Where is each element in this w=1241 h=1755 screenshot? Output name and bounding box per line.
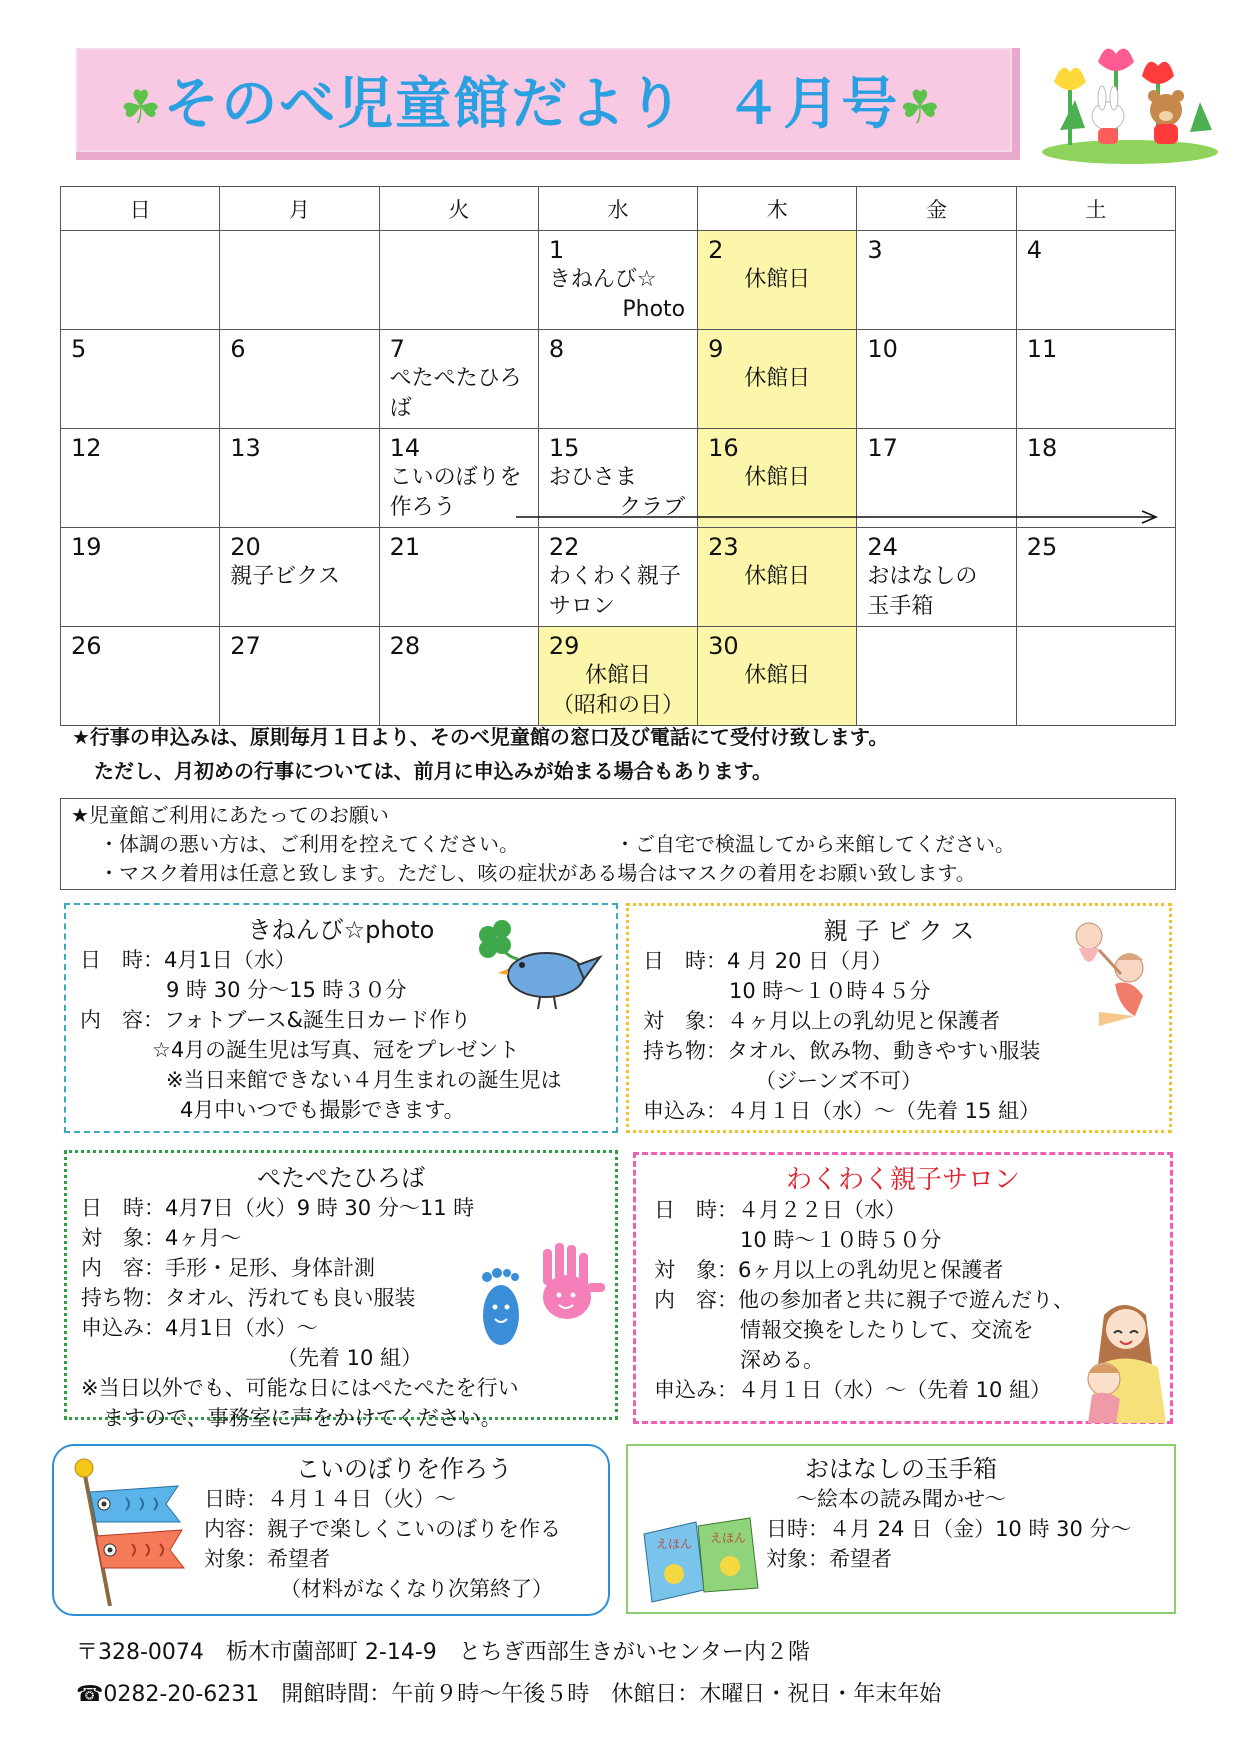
- calendar-day-cell: [61, 429, 220, 528]
- calendar-day-cell: [61, 627, 220, 726]
- calendar-day-cell-closed: [698, 627, 857, 726]
- box-title: きねんび☆photo: [247, 916, 435, 944]
- event-label: きねんび☆: [548, 267, 657, 292]
- calendar-day-cell: [220, 627, 379, 726]
- day-number: 11: [1026, 335, 1058, 363]
- calendar-day-cell: [379, 330, 538, 429]
- info-line: 申込み：４月１日（水）～（先着 10 組）: [654, 1378, 1052, 1402]
- calendar-day-cell: [379, 429, 538, 528]
- phone-number: ☎0282-20-6231: [76, 1682, 260, 1707]
- info-line: 対 象：４ヶ月以上の乳幼児と保護者: [643, 1009, 1000, 1033]
- koinobori-box: [52, 1444, 610, 1616]
- calendar-day-cell-closed: [538, 627, 697, 726]
- calendar-day-cell-closed: [698, 231, 857, 330]
- box-title: おはなしの玉手箱: [805, 1455, 997, 1483]
- event-label: 親子ビクス: [230, 564, 341, 589]
- parent-baby-exercise-illustration: [1059, 916, 1169, 1036]
- book-cover-label: えほん: [656, 1537, 693, 1551]
- event-label: こいのぼりを: [389, 465, 522, 490]
- calendar-day-cell-closed: [698, 528, 857, 627]
- info-line: 対 象：4ヶ月～: [81, 1226, 242, 1250]
- handprint-footprint-illustration: [467, 1241, 607, 1361]
- calendar-day-cell: [538, 231, 697, 330]
- opening-hours: 開館時間：午前９時～午後５時: [281, 1682, 590, 1707]
- notice-item: ・マスク着用は任意と致します。ただし、咳の症状がある場合はマスクの着用をお願い致します。: [99, 861, 976, 885]
- facility-name: とちぎ西部生きがいセンター内２階: [458, 1640, 810, 1665]
- info-line: ※当日来館できない４月生まれの誕生児は: [166, 1068, 562, 1092]
- koinobori-illustration: [66, 1456, 196, 1606]
- info-line: ※当日以外でも、可能な日にはぺたぺたを行い: [81, 1376, 519, 1400]
- day-number: 10: [867, 335, 898, 363]
- info-line: 内容：親子で楽しくこいのぼりを作る: [204, 1517, 561, 1541]
- day-number: 13: [230, 434, 261, 462]
- info-line: 情報交換をしたりして、交流を: [740, 1318, 1034, 1342]
- closed-label: 休館日: [744, 465, 811, 490]
- weekday-label: 木: [698, 187, 857, 231]
- info-line: 内 容：他の参加者と共に親子で遊んだり、: [654, 1288, 1074, 1312]
- info-line: 10 時～１０時５０分: [740, 1228, 942, 1252]
- day-number: 17: [867, 434, 898, 462]
- box-title: 親 子 ビ ク ス: [823, 917, 975, 945]
- info-line: 9 時 30 分～15 時３０分: [166, 978, 407, 1002]
- weekday-label: 水: [538, 187, 697, 231]
- koinobori-info: [204, 1454, 604, 1604]
- clover-icon: ☘: [120, 80, 164, 134]
- info-line: 申込み：4月1日（水）～: [81, 1316, 318, 1340]
- calendar-week: [61, 231, 1176, 330]
- day-number: 8: [548, 335, 565, 363]
- contact-line: [76, 1674, 963, 1716]
- footer: [76, 1632, 963, 1716]
- event-label: おはなしの: [867, 564, 978, 589]
- closed-label: 休館日: [744, 663, 811, 688]
- calendar-day-cell: [1016, 528, 1175, 627]
- info-line: ますので、事務室に声をかけてください。: [103, 1406, 502, 1430]
- day-number: 6: [230, 335, 246, 363]
- clover-icon: ☘: [899, 80, 943, 134]
- info-line: 持ち物：タオル、飲み物、動きやすい服装: [643, 1039, 1041, 1063]
- box-title: わくわく親子サロン: [785, 1165, 1020, 1195]
- event-label: おひさま: [548, 465, 637, 490]
- day-number: 30: [708, 632, 739, 660]
- info-line: 日 時：4月1日（水）: [80, 948, 296, 972]
- weekday-label: 月: [220, 187, 379, 231]
- info-line: 対象：希望者: [766, 1547, 892, 1571]
- closed-label: 休館日: [584, 663, 651, 688]
- info-line: 対 象：6ヶ月以上の乳幼児と保護者: [654, 1258, 1004, 1282]
- box-title: こいのぼりを作ろう: [296, 1455, 512, 1483]
- info-line: 対象：希望者: [204, 1547, 330, 1571]
- calendar-day-cell: [379, 231, 538, 330]
- notice-title: ★児童館ご利用にあたってのお願い: [71, 803, 389, 827]
- title-text: そのべ児童館だより: [163, 72, 686, 137]
- day-number: 1: [548, 236, 565, 264]
- wakuwaku-salon-box: [633, 1152, 1173, 1424]
- notice-row: [71, 830, 1165, 859]
- day-number: 7: [389, 335, 405, 363]
- info-line: 日 時：４月２２日（水）: [654, 1198, 906, 1222]
- info-line: 日 時：4月7日（火）9 時 30 分～11 時: [81, 1196, 475, 1220]
- calendar-day-cell: [857, 330, 1016, 429]
- application-note: [72, 720, 888, 788]
- closed-label: 休館日: [744, 564, 811, 589]
- calendar-day-cell: [538, 330, 697, 429]
- info-line: 深める。: [740, 1348, 824, 1372]
- calendar-day-cell-closed: [698, 330, 857, 429]
- info-line: （先着 10 組）: [277, 1346, 423, 1370]
- calendar-day-cell: [220, 528, 379, 627]
- calendar-day-cell: [220, 429, 379, 528]
- event-label: クラブ: [619, 495, 686, 520]
- closed-days: 休館日：木曜日・祝日・年末年始: [611, 1682, 942, 1707]
- info-line: ～絵本の読み聞かせ～: [796, 1487, 1006, 1511]
- calendar-day-cell: [379, 627, 538, 726]
- kinenbi-photo-box: [64, 903, 618, 1133]
- day-number: 20: [230, 533, 261, 561]
- day-number: 2: [708, 236, 724, 264]
- info-line: 日時：４月 24 日（金）10 時 30 分～: [766, 1517, 1132, 1541]
- calendar-day-cell: [1016, 231, 1175, 330]
- event-label: 玉手箱: [867, 594, 934, 619]
- notice-item: ・ご自宅で検温してから来館してください。: [615, 832, 1015, 856]
- event-label: サロン: [548, 594, 615, 619]
- day-number: 14: [389, 434, 421, 462]
- calendar-day-cell: [857, 627, 1016, 726]
- calendar-day-cell: [61, 528, 220, 627]
- closed-label: 休館日: [744, 267, 811, 292]
- day-number: 24: [867, 533, 898, 561]
- info-line: 10 時～１０時４５分: [729, 979, 931, 1003]
- day-number: 27: [230, 632, 261, 660]
- note-line: ★行事の申込みは、原則毎月１日より、そのべ児童館の窓口及び電話にて受付け致します。: [72, 725, 889, 749]
- event-label: Photo: [622, 297, 686, 322]
- info-line: ☆4月の誕生児は写真、冠をプレゼント: [152, 1038, 520, 1062]
- book-cover-label: えほん: [710, 1531, 747, 1545]
- weekday-label: 日: [61, 187, 220, 231]
- calendar-day-cell: [1016, 627, 1175, 726]
- weekday-label: 土: [1016, 187, 1175, 231]
- day-number: 16: [708, 434, 739, 462]
- calendar-day-cell: [61, 231, 220, 330]
- oyako-bikusu-box: [626, 903, 1172, 1133]
- day-number: 22: [548, 533, 580, 561]
- event-label: 作ろう: [389, 495, 456, 520]
- info-line: 内 容：手形・足形、身体計測: [81, 1256, 375, 1280]
- day-number: 29: [548, 632, 580, 660]
- event-label: ぺたぺたひろば: [389, 366, 522, 421]
- holiday-label: （昭和の日）: [551, 693, 684, 718]
- day-number: 5: [71, 335, 87, 363]
- day-number: 18: [1026, 434, 1058, 462]
- day-number: 28: [389, 632, 421, 660]
- calendar-day-cell: [857, 231, 1016, 330]
- day-number: 3: [867, 236, 883, 264]
- bird-clover-illustration: [466, 917, 606, 1017]
- info-line: 申込み：４月１日（水）～（先着 15 組）: [643, 1099, 1041, 1123]
- info-line: 4月中いつでも撮影できます。: [180, 1098, 465, 1122]
- address-line: [76, 1632, 963, 1674]
- title-banner: [76, 48, 1020, 160]
- info-line: （ジーンズ不可）: [755, 1069, 922, 1093]
- weekday-label: 火: [379, 187, 538, 231]
- calendar-week: [61, 330, 1176, 429]
- box-title: ぺたぺたひろば: [257, 1164, 425, 1192]
- info-line: （材料がなくなり次第終了）: [280, 1577, 553, 1601]
- usage-notice-box: [60, 798, 1176, 890]
- calendar-day-cell: [61, 330, 220, 429]
- info-line: 持ち物：タオル、汚れても良い服装: [81, 1286, 416, 1310]
- day-number: 9: [708, 335, 724, 363]
- info-line: 日 時：4 月 20 日（月）: [643, 949, 893, 973]
- calendar-day-cell: [379, 528, 538, 627]
- calendar-week: [61, 627, 1176, 726]
- day-number: 23: [708, 533, 739, 561]
- notice-item: ・体調の悪い方は、ご利用を控えてください。: [99, 832, 519, 856]
- day-number: 12: [71, 434, 102, 462]
- calendar-day-cell: [1016, 330, 1175, 429]
- info-line: 日時：４月１４日（火）～: [204, 1487, 456, 1511]
- picture-books-illustration: [638, 1512, 766, 1608]
- petapeta-hiroba-box: [64, 1150, 618, 1430]
- ohanashi-tamatebako-box: [626, 1444, 1176, 1614]
- day-number: 21: [389, 533, 421, 561]
- closed-label: 休館日: [744, 366, 811, 391]
- day-number: 19: [71, 533, 102, 561]
- day-number: 15: [548, 434, 580, 462]
- newsletter-title: [120, 60, 943, 140]
- calendar-day-cell: [857, 528, 1016, 627]
- day-number: 25: [1026, 533, 1058, 561]
- info-line: 内 容：フォトブース&誕生日カード作り: [80, 1008, 472, 1032]
- day-number: 26: [71, 632, 102, 660]
- calendar-day-cell: [220, 330, 379, 429]
- tulip-animals-illustration: [1040, 40, 1220, 165]
- weekday-header-row: [61, 187, 1176, 231]
- day-number: 4: [1026, 236, 1042, 264]
- calendar-week: [61, 528, 1176, 627]
- issue-label: ４月号: [725, 72, 900, 137]
- calendar-table: [60, 186, 1176, 726]
- mother-child-illustration: [1074, 1295, 1174, 1423]
- address: 栃木市薗部町 2-14-9: [225, 1640, 437, 1665]
- calendar-day-cell: [220, 231, 379, 330]
- postal-code: 〒328-0074: [76, 1640, 204, 1665]
- note-line: ただし、月初めの行事については、前月に申込みが始まる場合もあります。: [94, 759, 772, 783]
- calendar-day-cell: [538, 528, 697, 627]
- weekday-label: 金: [857, 187, 1016, 231]
- arrow-right-icon: [516, 510, 1162, 524]
- event-label: わくわく親子: [548, 564, 681, 589]
